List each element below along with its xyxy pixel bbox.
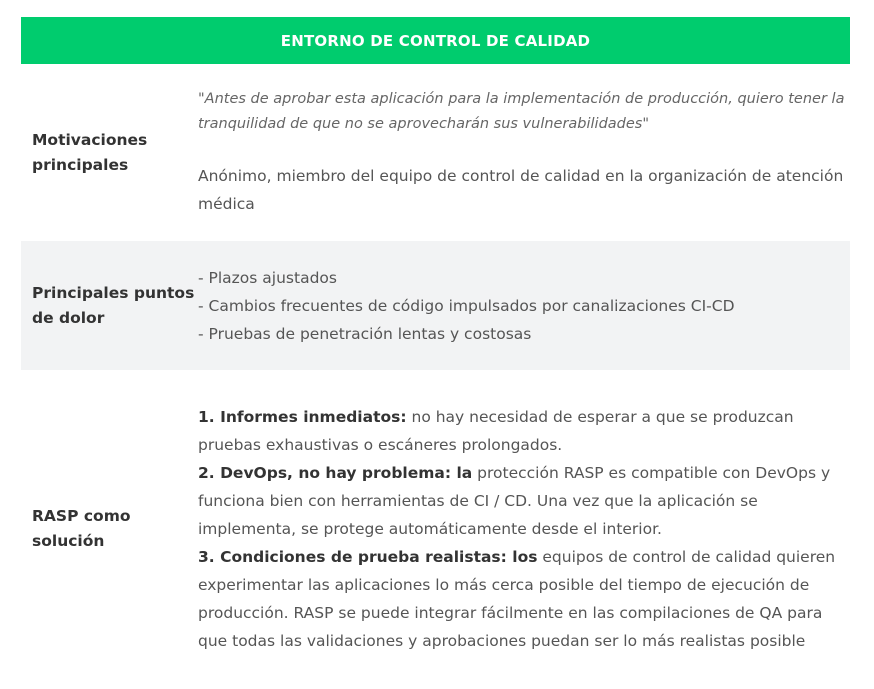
solution-point-text: equipos de control de calidad quieren experimentar las aplicaciones lo más cerca posible del tiempo de ejecución de producción. RASP se puede integrar fácilmente en las compilaciones de QA para que todas las validaciones y aprobaciones puedan ser lo más realistas posible [198,548,836,650]
solution-point-heading: 3. Condiciones de prueba realistas: los [198,548,538,566]
pain-point-item: - Pruebas de penetración lentas y costosas [198,324,532,343]
row-content-rasp-solution [198,403,850,655]
table-title: ENTORNO DE CONTROL DE CALIDAD [280,31,591,50]
qa-environment-table [21,17,850,688]
solution-point [198,403,850,459]
row-label-pain-points: Principales puntos de dolor [32,283,195,327]
solution-point-text: protección RASP es compatible con DevOps y funciona bien con herramientas de CI / CD. Una vez que la aplicación se implementa, se protege automáticamente desde el interior. [198,464,831,538]
table-header [21,17,850,64]
solution-point-text: no hay necesidad de esperar a que se produzcan pruebas exhaustivas o escáneres prolongados. [198,408,794,454]
table-row-rasp-solution [21,370,850,688]
table-row-pain-points [21,241,850,370]
solution-point-heading: 2. DevOps, no hay problema: la [198,464,473,482]
solution-point [198,459,850,543]
pain-point-item: - Cambios frecuentes de código impulsados por canalizaciones CI-CD [198,296,735,315]
solution-point [198,543,850,655]
row-label-motivations: Motivaciones principales [32,130,148,174]
solution-point-heading: 1. Informes inmediatos: [198,408,407,426]
row-label-rasp-solution: RASP como solución [32,507,131,550]
row-content-pain-points [198,264,850,348]
motivation-quote: "Antes de aprobar esta aplicación para la implementación de producción, quiero tener la tranquilidad de que no se aprovecharán sus vulnerabilidades" [198,91,845,132]
table-row-motivations [21,64,850,241]
row-content-motivations [198,87,850,218]
pain-point-item: - Plazos ajustados [198,268,337,287]
motivation-attribution: Anónimo, miembro del equipo de control de calidad en la organización de atención médica [198,167,844,213]
